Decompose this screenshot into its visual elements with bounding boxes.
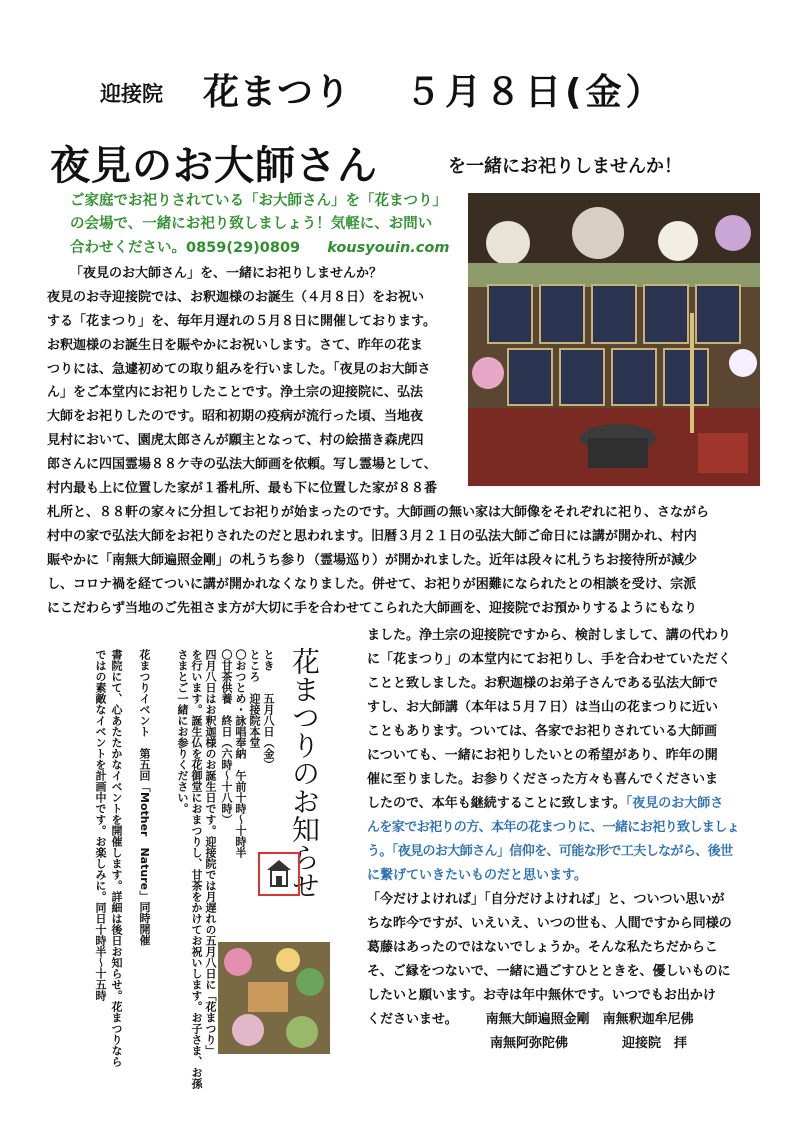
- event-photo: [218, 942, 330, 1054]
- signature-line: [490, 1032, 687, 1056]
- article-line: お釈迦様のお誕生日を賑やかにお祝いします。さて、昨年の花ま: [47, 338, 423, 353]
- notice-place: ところ 迎接院本堂: [248, 649, 261, 748]
- notice-text: を行います。誕生仏を花御堂におまつりし、甘茶をかけてお祝いします。お子さま、お孫: [190, 649, 203, 1089]
- highlight-line: んを家でお祀りの方、本年の花まつりに、一緒にお祀り致しましょ: [367, 820, 740, 835]
- article-line: 賑やかに「南無大師遍照金剛」の札うち参り（霊場巡り）が開かれました。近年は段々に札うちお接待所が減少: [47, 553, 698, 568]
- notice-title: 花まつりのお知らせ: [288, 647, 321, 899]
- article-text: したので、本年も継続することに致します。: [367, 796, 626, 811]
- prayer-text: 南無阿弥陀佛: [490, 1036, 569, 1051]
- altar-photo-graphic: [468, 193, 760, 486]
- article-line: 大師をお祀りしたのです。昭和初期の疫病が流行った頃、当地夜: [47, 409, 423, 424]
- article-line: 見村において、園虎太郎さんが願主となって、村の絵描き森虎四: [47, 433, 424, 448]
- article-line: する「花まつり」を、毎年月遅れの５月８日に開催しております。: [47, 314, 436, 329]
- notice-item: 〇おつとめ・詠唱奉納 午前十時～十時半: [234, 649, 247, 858]
- highlight-text: 「夜見のお大師さ: [625, 796, 724, 811]
- article-line: ました。浄土宗の迎接院ですから、検討しまして、講の代わり: [367, 628, 731, 643]
- phone-number: 合わせください。0859(29)0809: [70, 240, 301, 256]
- article-line: についても、一緒にお祀りしたいとの希望があり、昨年の開: [367, 748, 718, 763]
- article-line: 夜見のお寺迎接院では、お釈迦様のお誕生（４月８日）をお祝い: [47, 290, 425, 305]
- article-line: [367, 792, 723, 816]
- highlight-line: に繋げていきたいものだと思います。: [367, 868, 587, 883]
- prayer-text: 南無大師遍照金剛 南無釈迦牟尼佛: [485, 1012, 694, 1027]
- article-line: ん」をご本堂内にお祀りしたことです。浄土宗の迎接院に、弘法: [47, 385, 423, 400]
- closing-text: くださいませ。: [367, 1012, 458, 1027]
- article-line: そ、ご縁をつないで、一緒に過ごすひとときを、優しいものに: [367, 964, 731, 979]
- article-line: 郎さんに四国霊場８８ケ寺の弘法大師画を依頼。写し霊場として、: [47, 457, 437, 472]
- article-line: 札所と、８８軒の家々に分担してお祀りが始まったのです。大師画の無い家は大師像をそれぞれに祀り、さながら: [47, 505, 709, 520]
- highlight-line: う。「夜見のお大師さん」信仰を、可能な形で工夫しながら、後世: [367, 844, 733, 859]
- article-line: に「花まつり」の本堂内にてお祀りし、手を合わせていただく: [367, 652, 732, 667]
- article-line: したいと願います。お寺は年中無休です。いつでもお出かけ: [367, 988, 716, 1003]
- article-line: ちな昨今ですが、いえいえ、いつの世も、人間ですから同様の: [367, 916, 732, 931]
- notice-text: さまとご一緒にお参りください。: [176, 649, 189, 814]
- article-line: すし、お大師講（本年は５月７日）は当山の花まつりに近い: [367, 700, 719, 715]
- article-line: 村中の家で弘法大師をお祀りされたのだと思われます。旧暦３月２１日の弘法大師ご命日には講が開かれ、村内: [47, 529, 697, 544]
- event-heading: 花まつりイベント 第五回「Mother Nature」同時開催: [138, 649, 151, 946]
- intro-line: ご家庭でお祀りされている「お大師さん」を「花まつり」: [70, 193, 447, 209]
- article-line: し、コロナ禍を経てついに講が開かれなくなりました。併せて、お祀りが困難になられたとの相談を受け、宗派: [47, 577, 697, 592]
- page-title: 夜見のお大師さん: [50, 143, 378, 189]
- temple-name: 迎接院: [100, 82, 163, 106]
- event-text: 書院にて、心あたたかなイベントを開催します。詳細は後日お知らせ。花まつりなら: [110, 649, 123, 1067]
- altar-photo: [468, 193, 760, 486]
- article-line: こともあります。ついては、各家でお祀りされている大師画: [367, 724, 717, 739]
- closing-line: [367, 1008, 694, 1032]
- event-photo-graphic: [218, 942, 330, 1054]
- intro-line: の会場で、一緒にお祀り致しましょう！気軽に、お問い: [70, 216, 433, 232]
- page-subtitle: を一緒にお祀りしませんか！: [448, 156, 682, 177]
- festival-date: ５月８日(金）: [405, 72, 666, 113]
- temple-stamp-icon: [258, 852, 300, 896]
- event-text: ではの素敵なイベントを計画中です。お楽しみに。同日十時半～十五時: [94, 649, 107, 1001]
- article-line: つりには、急遽初めての取り組みを行いました。「夜見のお大師さ: [47, 362, 431, 377]
- notice-time: とき 五月八日（金）: [262, 649, 275, 770]
- intro-contact: [70, 237, 449, 259]
- article-line: にこだわらず当地のご先祖さま方が大切に手を合わせてこられた大師画を、迎接院でお預かりするようにもなり: [47, 601, 698, 616]
- article-line: 葛藤はあったのではないでしょうか。そんな私たちだからこ: [367, 940, 718, 955]
- temple-stamp-graphic: [260, 854, 298, 894]
- article-line: 催に至りました。お参りくださった方々も喜んでくださいま: [367, 772, 719, 787]
- website: kousyouin.com: [327, 240, 450, 256]
- signature: 迎接院 拝: [622, 1036, 688, 1051]
- article-line: 村内最も上に位置した家が１番札所、最も下に位置した家が８８番: [47, 481, 438, 496]
- article-line: ことと致しました。お釈迦様のお弟子さんである弘法大師で: [367, 676, 719, 691]
- notice-item: 〇甘茶供養 終日（六時～十八時）: [220, 649, 233, 825]
- article-heading: 「夜見のお大師さん」を、一緒にお祀りしませんか？: [70, 266, 383, 281]
- notice-text: 四月八日はお釈迦様のお誕生日です。迎接院では月遅れの五月八日に「花まつり」: [204, 649, 217, 1056]
- festival-name: 花まつり: [203, 72, 352, 113]
- article-line: 「今だけよければ」「自分だけよければ」と、ついつい思いが: [367, 892, 725, 907]
